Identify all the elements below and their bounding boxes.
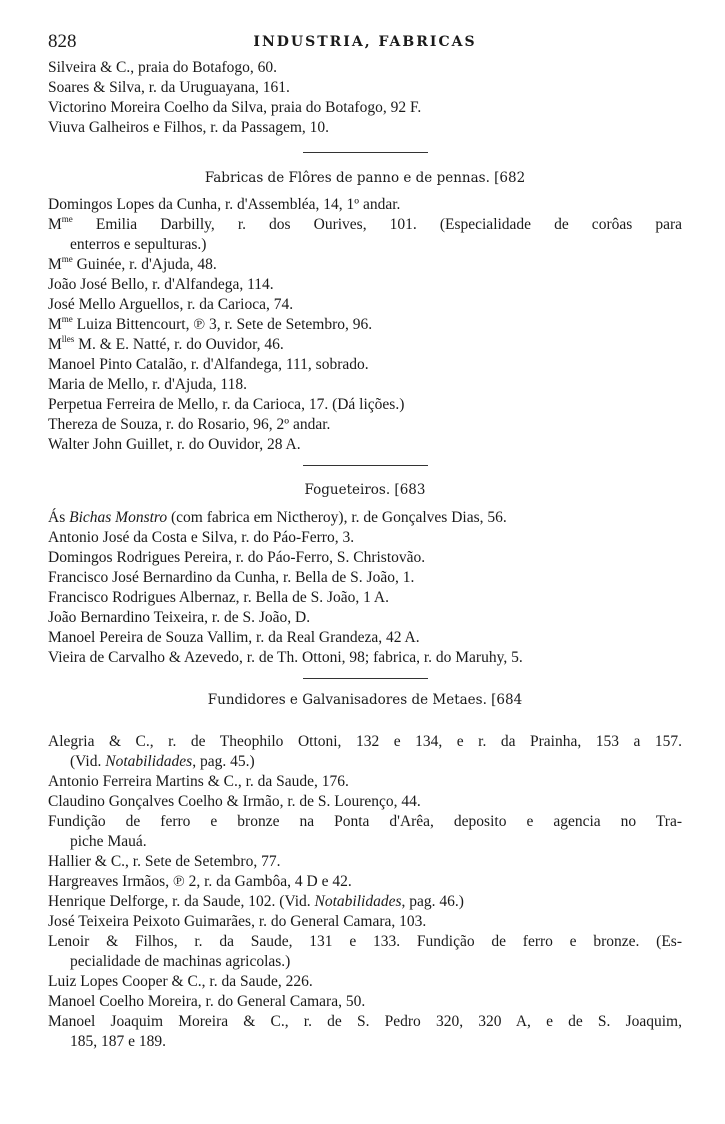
entry-line: Victorino Moreira Coelho da Silva, praia do Botafogo, 92 F. [48, 99, 422, 116]
text-segment: M. & E. Natté, r. do Ouvidor, 46. [74, 336, 284, 353]
directory-entry [48, 972, 682, 992]
directory-entry [48, 732, 682, 772]
directory-entry [48, 335, 682, 355]
directory-entry [48, 568, 682, 588]
directory-entry [48, 355, 682, 375]
directory-entry [48, 295, 682, 315]
text-segment: Emilia Darbilly, r. dos Ourives, 101. (Especialidade de corôas para [72, 216, 682, 233]
entry-line: Walter John Guillet, r. do Ouvidor, 28 A. [48, 436, 301, 453]
italic-text: Bichas Monstro [69, 509, 168, 526]
text-segment: Ás [48, 509, 70, 526]
entry-line: Antonio Ferreira Martins & C., r. da Saude, 176. [48, 773, 349, 790]
entry-line: enterros e sepulturas.) [70, 236, 207, 253]
directory-entry [48, 1012, 682, 1052]
text-segment: (com fabrica em Nictheroy), r. de Gonçalves Dias, 56. [167, 509, 507, 526]
entry-line: Domingos Rodrigues Pereira, r. do Páo-Ferro, S. Christovão. [48, 549, 426, 566]
document-page [48, 32, 682, 1052]
directory-entry [48, 415, 682, 435]
directory-entry [48, 255, 682, 275]
page-number: 828 [48, 31, 77, 52]
entry-line: Antonio José da Costa e Silva, r. do Páo-Ferro, 3. [48, 529, 355, 546]
text-segment: Guinée, r. d'Ajuda, 48. [72, 256, 217, 273]
section [48, 678, 682, 1052]
section-title: Fabricas de Flôres de panno e de pennas. [682 [204, 170, 526, 186]
entry-list [48, 508, 682, 668]
directory-entry [48, 628, 682, 648]
directory-entry [48, 892, 682, 912]
entry-line [48, 508, 682, 528]
directory-entry [48, 932, 682, 972]
entry-line: Domingos Lopes da Cunha, r. d'Assembléa, 14, 1º andar. [48, 196, 401, 213]
directory-entry [48, 58, 682, 78]
entry-list [48, 732, 682, 1052]
entry-line: João Bernardino Teixeira, r. de S. João, D. [48, 609, 311, 626]
directory-entry [48, 435, 682, 455]
directory-entry [48, 608, 682, 628]
directory-entry [48, 792, 682, 812]
entry-line: Silveira & C., praia do Botafogo, 60. [48, 59, 278, 76]
directory-entry [48, 912, 682, 932]
entry-line: Vieira de Carvalho & Azevedo, r. de Th. Ottoni, 98; fabrica, r. do Maruhy, 5. [48, 649, 523, 666]
entry-line: Manoel Coelho Moreira, r. do General Camara, 50. [48, 993, 366, 1010]
text-segment: M [48, 256, 62, 273]
entry-line [48, 255, 682, 275]
directory-entry [48, 852, 682, 872]
entry-line [48, 752, 682, 772]
entry-line: João José Bello, r. d'Alfandega, 114. [48, 276, 274, 293]
entry-line: Francisco Rodrigues Albernaz, r. Bella de S. João, 1 A. [48, 589, 389, 606]
entry-line [48, 892, 682, 912]
directory-entry [48, 275, 682, 295]
directory-entry [48, 588, 682, 608]
directory-entry [48, 78, 682, 98]
directory-entry [48, 375, 682, 395]
section-divider [303, 152, 428, 153]
directory-entry [48, 395, 682, 415]
running-title: INDUSTRIA, FABRICAS [253, 34, 477, 50]
text-segment: M [48, 316, 62, 333]
text-segment: M [48, 216, 62, 233]
section [48, 152, 682, 455]
entry-line: Perpetua Ferreira de Mello, r. da Carioca, 17. (Dá lições.) [48, 396, 405, 413]
directory-entry [48, 992, 682, 1012]
italic-text: Notabilidades [105, 753, 193, 770]
entry-line: Claudino Gonçalves Coelho & Irmão, r. de S. Lourenço, 44. [48, 793, 421, 810]
entry-list [48, 58, 682, 138]
directory-entry [48, 195, 682, 215]
entry-line [48, 335, 682, 355]
directory-entry [48, 215, 682, 255]
entry-line: Francisco José Bernardino da Cunha, r. Bella de S. João, 1. [48, 569, 415, 586]
superscript: me [61, 254, 73, 264]
directory-entry [48, 528, 682, 548]
directory-entry [48, 772, 682, 792]
entry-line: piche Mauá. [70, 833, 147, 850]
section-title: Fogueteiros. [683 [304, 482, 426, 498]
section [48, 465, 682, 668]
entry-line: Luiz Lopes Cooper & C., r. da Saude, 226. [48, 973, 313, 990]
entry-line: pecialidade de machinas agricolas.) [70, 953, 291, 970]
entry-line: Soares & Silva, r. da Uruguayana, 161. [48, 79, 290, 96]
entry-line: José Teixeira Peixoto Guimarães, r. do General Camara, 103. [48, 913, 427, 930]
text-segment: (Vid. [70, 753, 106, 770]
entry-line: Hargreaves Irmãos, ℗ 2, r. da Gambôa, 4 D e 42. [48, 873, 352, 890]
superscript: me [61, 314, 73, 324]
page-header [48, 32, 682, 52]
directory-entry [48, 872, 682, 892]
entry-line: 185, 187 e 189. [70, 1033, 167, 1050]
directory-entry [48, 508, 682, 528]
entry-line: Manoel Joaquim Moreira & C., r. de S. Pedro 320, 320 A, e de S. Joaquim, [48, 1013, 682, 1030]
directory-entry [48, 812, 682, 852]
directory-entry [48, 98, 682, 118]
section-divider [303, 678, 428, 679]
entry-line: José Mello Arguellos, r. da Carioca, 74. [48, 296, 294, 313]
entry-line: Lenoir & Filhos, r. da Saude, 131 e 133. Fundição de ferro e bronze. (Es- [48, 933, 682, 950]
entry-line: Hallier & C., r. Sete de Setembro, 77. [48, 853, 281, 870]
entry-line: Alegria & C., r. de Theophilo Ottoni, 132 e 134, e r. da Prainha, 153 a 157. [48, 733, 682, 750]
directory-entry [48, 118, 682, 138]
directory-entry [48, 548, 682, 568]
entry-line [48, 215, 682, 235]
entry-list [48, 195, 682, 455]
superscript: lles [61, 334, 75, 344]
text-segment: M [48, 336, 62, 353]
text-segment: Henrique Delforge, r. da Saude, 102. (Vid. [48, 893, 315, 910]
entry-line: Thereza de Souza, r. do Rosario, 96, 2º andar. [48, 416, 331, 433]
section-divider [303, 465, 428, 466]
entry-line: Manoel Pereira de Souza Vallim, r. da Real Grandeza, 42 A. [48, 629, 420, 646]
entry-line: Viuva Galheiros e Filhos, r. da Passagem, 10. [48, 119, 330, 136]
italic-text: Notabilidades [314, 893, 402, 910]
section-title: Fundidores e Galvanisadores de Metaes. [684 [207, 692, 523, 708]
entry-line: Maria de Mello, r. d'Ajuda, 118. [48, 376, 247, 393]
text-segment: , pag. 46.) [401, 893, 464, 910]
text-segment: Luiza Bittencourt, ℗ 3, r. Sete de Setembro, 96. [72, 316, 373, 333]
entry-line [48, 315, 682, 335]
directory-entry [48, 315, 682, 335]
superscript: me [61, 215, 73, 224]
text-segment: , pag. 45.) [192, 753, 255, 770]
entry-line: Fundição de ferro e bronze na Ponta d'Arêa, deposito e agencia no Tra- [48, 813, 682, 830]
directory-entry [48, 648, 682, 668]
entry-line: Manoel Pinto Catalão, r. d'Alfandega, 111, sobrado. [48, 356, 369, 373]
